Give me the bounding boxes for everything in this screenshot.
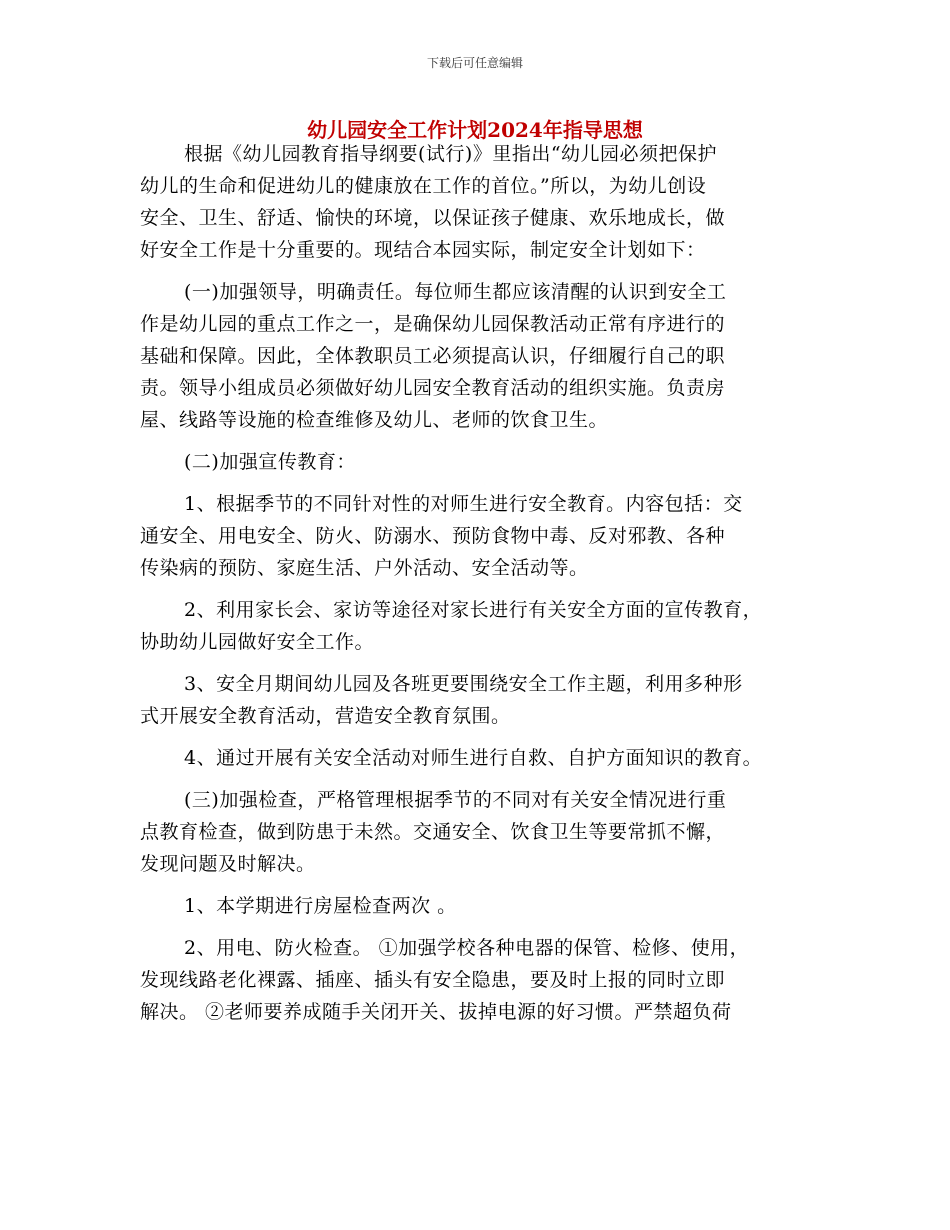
- paragraph-line: 屋、线路等设施的检查维修及幼儿、老师的饮食卫生。: [140, 409, 609, 431]
- paragraph-item-3-1: [140, 890, 830, 922]
- paragraph-line: 发现线路老化裸露、插座、插头有安全隐患，要及时上报的同时立即: [140, 969, 726, 991]
- paragraph-item-2-3: [140, 668, 830, 732]
- paragraph-line: 解决。 ②老师要养成随手关闭开关、拔掉电源的好习惯。严禁超负荷: [140, 1001, 732, 1023]
- paragraph-line: 根据《幼儿园教育指导纲要(试行)》里指出“幼儿园必须把保护: [184, 143, 718, 165]
- paragraph-line: 协助幼儿园做好安全工作。: [140, 631, 375, 653]
- paragraph-section-3: [140, 784, 830, 880]
- paragraph-section-1: [140, 276, 830, 436]
- page-header-note: 下载后可任意编辑: [426, 56, 523, 70]
- paragraph-line: 3、安全月期间幼儿园及各班更要围绕安全工作主题，利用多种形: [184, 673, 743, 695]
- paragraph-line: 责。领导小组成员必须做好幼儿园安全教育活动的组织实施。负责房: [140, 377, 726, 399]
- paragraph-line: 安全、卫生、舒适、愉快的环境，以保证孩子健康、欢乐地成长，做: [140, 207, 726, 229]
- paragraph-section-2-heading: [140, 446, 830, 478]
- paragraph-line: 基础和保障。因此，全体教职员工必须提高认识，仔细履行自己的职: [140, 345, 726, 367]
- paragraph-line: (二)加强宣传教育：: [184, 451, 356, 473]
- paragraph-line: 幼儿的生命和促进幼儿的健康放在工作的首位。”所以，为幼儿创设: [140, 175, 707, 197]
- paragraph-line: 2、用电、防火检查。 ①加强学校各种电器的保管、检修、使用，: [184, 937, 750, 959]
- paragraph-line: 点教育检查，做到防患于未然。交通安全、饮食卫生等要常抓不懈，: [140, 821, 726, 843]
- paragraph-line: 作是幼儿园的重点工作之一，是确保幼儿园保教活动正常有序进行的: [140, 313, 726, 335]
- paragraph-line: 通安全、用电安全、防火、防溺水、预防食物中毒、反对邪教、各种: [140, 525, 726, 547]
- paragraph-line: 1、根据季节的不同针对性的对师生进行安全教育。内容包括：交: [184, 493, 743, 515]
- document-title: 幼儿园安全工作计划2024年指导思想: [307, 118, 643, 142]
- paragraph-line: 式开展安全教育活动，营造安全教育氛围。: [140, 705, 511, 727]
- paragraph-intro: [140, 138, 830, 266]
- paragraph-line: 2、利用家长会、家访等途径对家长进行有关安全方面的宣传教育，: [184, 599, 763, 621]
- paragraph-line: 4、通过开展有关安全活动对师生进行自救、自护方面知识的教育。: [184, 747, 763, 769]
- paragraph-line: (一)加强领导，明确责任。每位师生都应该清醒的认识到安全工: [184, 281, 727, 303]
- paragraph-line: 发现问题及时解决。: [140, 853, 316, 875]
- paragraph-line: 1、本学期进行房屋检查两次 。: [184, 895, 457, 917]
- paragraph-item-3-2: [140, 932, 830, 1028]
- paragraph-line: 传染病的预防、家庭生活、户外活动、安全活动等。: [140, 557, 589, 579]
- paragraph-item-2-4: [140, 742, 830, 774]
- paragraph-line: 好安全工作是十分重要的。现结合本园实际，制定安全计划如下：: [140, 239, 706, 261]
- paragraph-item-2-1: [140, 488, 830, 584]
- paragraph-item-2-2: [140, 594, 830, 658]
- paragraph-line: (三)加强检查，严格管理根据季节的不同对有关安全情况进行重: [184, 789, 727, 811]
- document-body: [140, 138, 830, 1028]
